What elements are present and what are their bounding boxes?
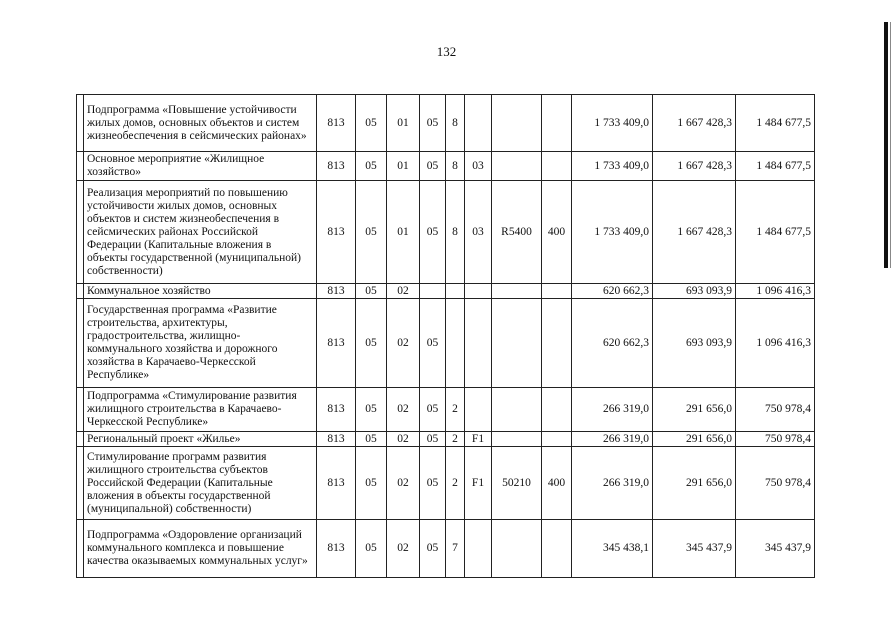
ministry-code-cell: 813 [317, 152, 356, 181]
subsection-code-cell: 02 [387, 520, 420, 578]
row-marker-cell [77, 299, 84, 388]
row-marker-cell [77, 432, 84, 447]
row-marker-cell [77, 181, 84, 284]
row-marker-cell [77, 520, 84, 578]
event-code-cell [465, 388, 492, 432]
amount-year-2-cell: 693 093,9 [653, 284, 736, 299]
table-row [77, 432, 815, 447]
subprogram-code-cell [446, 299, 465, 388]
program-code-cell: 05 [420, 520, 446, 578]
ministry-code-cell: 813 [317, 520, 356, 578]
direction-code-cell: 50210 [492, 447, 542, 520]
event-code-cell [465, 299, 492, 388]
amount-year-3-cell: 750 978,4 [736, 388, 815, 432]
program-code-cell: 05 [420, 152, 446, 181]
amount-year-2-cell: 291 656,0 [653, 432, 736, 447]
row-marker-cell [77, 95, 84, 152]
ministry-code-cell: 813 [317, 181, 356, 284]
subprogram-code-cell [446, 284, 465, 299]
subsection-code-cell: 02 [387, 284, 420, 299]
expense-type-code-cell: 400 [542, 447, 572, 520]
section-code-cell: 05 [356, 284, 387, 299]
scan-edge-shadow [884, 22, 888, 268]
expense-type-code-cell [542, 284, 572, 299]
scan-edge-line [890, 22, 891, 268]
program-code-cell [420, 284, 446, 299]
amount-year-1-cell: 1 733 409,0 [572, 152, 653, 181]
section-code-cell: 05 [356, 447, 387, 520]
budget-table [76, 94, 815, 578]
table-row [77, 152, 815, 181]
amount-year-3-cell: 1 484 677,5 [736, 181, 815, 284]
section-code-cell: 05 [356, 432, 387, 447]
amount-year-2-cell: 291 656,0 [653, 388, 736, 432]
program-code-cell: 05 [420, 299, 446, 388]
expense-type-code-cell [542, 299, 572, 388]
program-code-cell: 05 [420, 388, 446, 432]
program-code-cell: 05 [420, 432, 446, 447]
subsection-code-cell: 02 [387, 388, 420, 432]
expense-type-code-cell [542, 152, 572, 181]
section-code-cell: 05 [356, 95, 387, 152]
amount-year-2-cell: 1 667 428,3 [653, 181, 736, 284]
ministry-code-cell: 813 [317, 432, 356, 447]
event-code-cell: 03 [465, 152, 492, 181]
subprogram-code-cell: 8 [446, 181, 465, 284]
amount-year-1-cell: 620 662,3 [572, 299, 653, 388]
direction-code-cell [492, 284, 542, 299]
table-row [77, 95, 815, 152]
row-marker-cell [77, 284, 84, 299]
table-row [77, 284, 815, 299]
ministry-code-cell: 813 [317, 299, 356, 388]
subprogram-code-cell: 2 [446, 447, 465, 520]
subsection-code-cell: 02 [387, 447, 420, 520]
expense-type-code-cell: 400 [542, 181, 572, 284]
direction-code-cell [492, 152, 542, 181]
amount-year-1-cell: 1 733 409,0 [572, 95, 653, 152]
ministry-code-cell: 813 [317, 388, 356, 432]
amount-year-3-cell: 1 096 416,3 [736, 284, 815, 299]
direction-code-cell [492, 388, 542, 432]
subprogram-code-cell: 7 [446, 520, 465, 578]
direction-code-cell: R5400 [492, 181, 542, 284]
direction-code-cell [492, 432, 542, 447]
ministry-code-cell: 813 [317, 95, 356, 152]
event-code-cell [465, 284, 492, 299]
event-code-cell: 03 [465, 181, 492, 284]
subsection-code-cell: 01 [387, 152, 420, 181]
amount-year-3-cell: 750 978,4 [736, 432, 815, 447]
expense-type-code-cell [542, 388, 572, 432]
amount-year-2-cell: 291 656,0 [653, 447, 736, 520]
ministry-code-cell: 813 [317, 447, 356, 520]
expense-type-code-cell [542, 520, 572, 578]
page-number: 132 [436, 44, 457, 59]
subprogram-code-cell: 8 [446, 95, 465, 152]
amount-year-3-cell: 345 437,9 [736, 520, 815, 578]
expense-name-cell: Государственная программа «Развитие строительства, архитектуры, градостроительства, жилищно-коммунального хозяйства и дорожного хозяйства в Карачаево-Черкесской Республике» [84, 299, 317, 388]
amount-year-1-cell: 266 319,0 [572, 447, 653, 520]
expense-name-cell: Реализация мероприятий по повышению устойчивости жилых домов, основных объектов и систем жизнеобеспечения в сейсмических районах Российской Федерации (Капитальные вложения в объекты государственной (муниципальной) собственности) [84, 181, 317, 284]
amount-year-2-cell: 345 437,9 [653, 520, 736, 578]
amount-year-3-cell: 1 096 416,3 [736, 299, 815, 388]
section-code-cell: 05 [356, 152, 387, 181]
section-code-cell: 05 [356, 181, 387, 284]
subsection-code-cell: 01 [387, 181, 420, 284]
amount-year-1-cell: 266 319,0 [572, 432, 653, 447]
direction-code-cell [492, 95, 542, 152]
program-code-cell: 05 [420, 447, 446, 520]
subprogram-code-cell: 2 [446, 432, 465, 447]
row-marker-cell [77, 152, 84, 181]
expense-name-cell: Подпрограмма «Стимулирование развития жилищного строительства в Карачаево-Черкесской Республике» [84, 388, 317, 432]
amount-year-1-cell: 1 733 409,0 [572, 181, 653, 284]
row-marker-cell [77, 388, 84, 432]
table-row [77, 447, 815, 520]
subprogram-code-cell: 2 [446, 388, 465, 432]
subsection-code-cell: 01 [387, 95, 420, 152]
table-row [77, 299, 815, 388]
section-code-cell: 05 [356, 388, 387, 432]
amount-year-3-cell: 1 484 677,5 [736, 152, 815, 181]
ministry-code-cell: 813 [317, 284, 356, 299]
subsection-code-cell: 02 [387, 432, 420, 447]
amount-year-3-cell: 750 978,4 [736, 447, 815, 520]
amount-year-1-cell: 266 319,0 [572, 388, 653, 432]
expense-name-cell: Основное мероприятие «Жилищное хозяйство» [84, 152, 317, 181]
event-code-cell [465, 95, 492, 152]
subprogram-code-cell: 8 [446, 152, 465, 181]
table-row [77, 520, 815, 578]
event-code-cell: F1 [465, 432, 492, 447]
table-row [77, 388, 815, 432]
direction-code-cell [492, 520, 542, 578]
event-code-cell: F1 [465, 447, 492, 520]
expense-name-cell: Подпрограмма «Повышение устойчивости жилых домов, основных объектов и систем жизнеобеспечения в сейсмических районах» [84, 95, 317, 152]
expense-name-cell: Стимулирование программ развития жилищного строительства субъектов Российской Федерации (Капитальные вложения в объекты государственной (муниципальной) собственности) [84, 447, 317, 520]
event-code-cell [465, 520, 492, 578]
table-row [77, 181, 815, 284]
expense-type-code-cell [542, 95, 572, 152]
direction-code-cell [492, 299, 542, 388]
program-code-cell: 05 [420, 181, 446, 284]
amount-year-1-cell: 620 662,3 [572, 284, 653, 299]
amount-year-2-cell: 693 093,9 [653, 299, 736, 388]
section-code-cell: 05 [356, 299, 387, 388]
section-code-cell: 05 [356, 520, 387, 578]
amount-year-2-cell: 1 667 428,3 [653, 95, 736, 152]
row-marker-cell [77, 447, 84, 520]
expense-name-cell: Региональный проект «Жилье» [84, 432, 317, 447]
amount-year-1-cell: 345 438,1 [572, 520, 653, 578]
amount-year-2-cell: 1 667 428,3 [653, 152, 736, 181]
expense-type-code-cell [542, 432, 572, 447]
expense-name-cell: Коммунальное хозяйство [84, 284, 317, 299]
program-code-cell: 05 [420, 95, 446, 152]
expense-name-cell: Подпрограмма «Оздоровление организаций коммунального комплекса и повышение качества оказываемых коммунальных услуг» [84, 520, 317, 578]
amount-year-3-cell: 1 484 677,5 [736, 95, 815, 152]
subsection-code-cell: 02 [387, 299, 420, 388]
